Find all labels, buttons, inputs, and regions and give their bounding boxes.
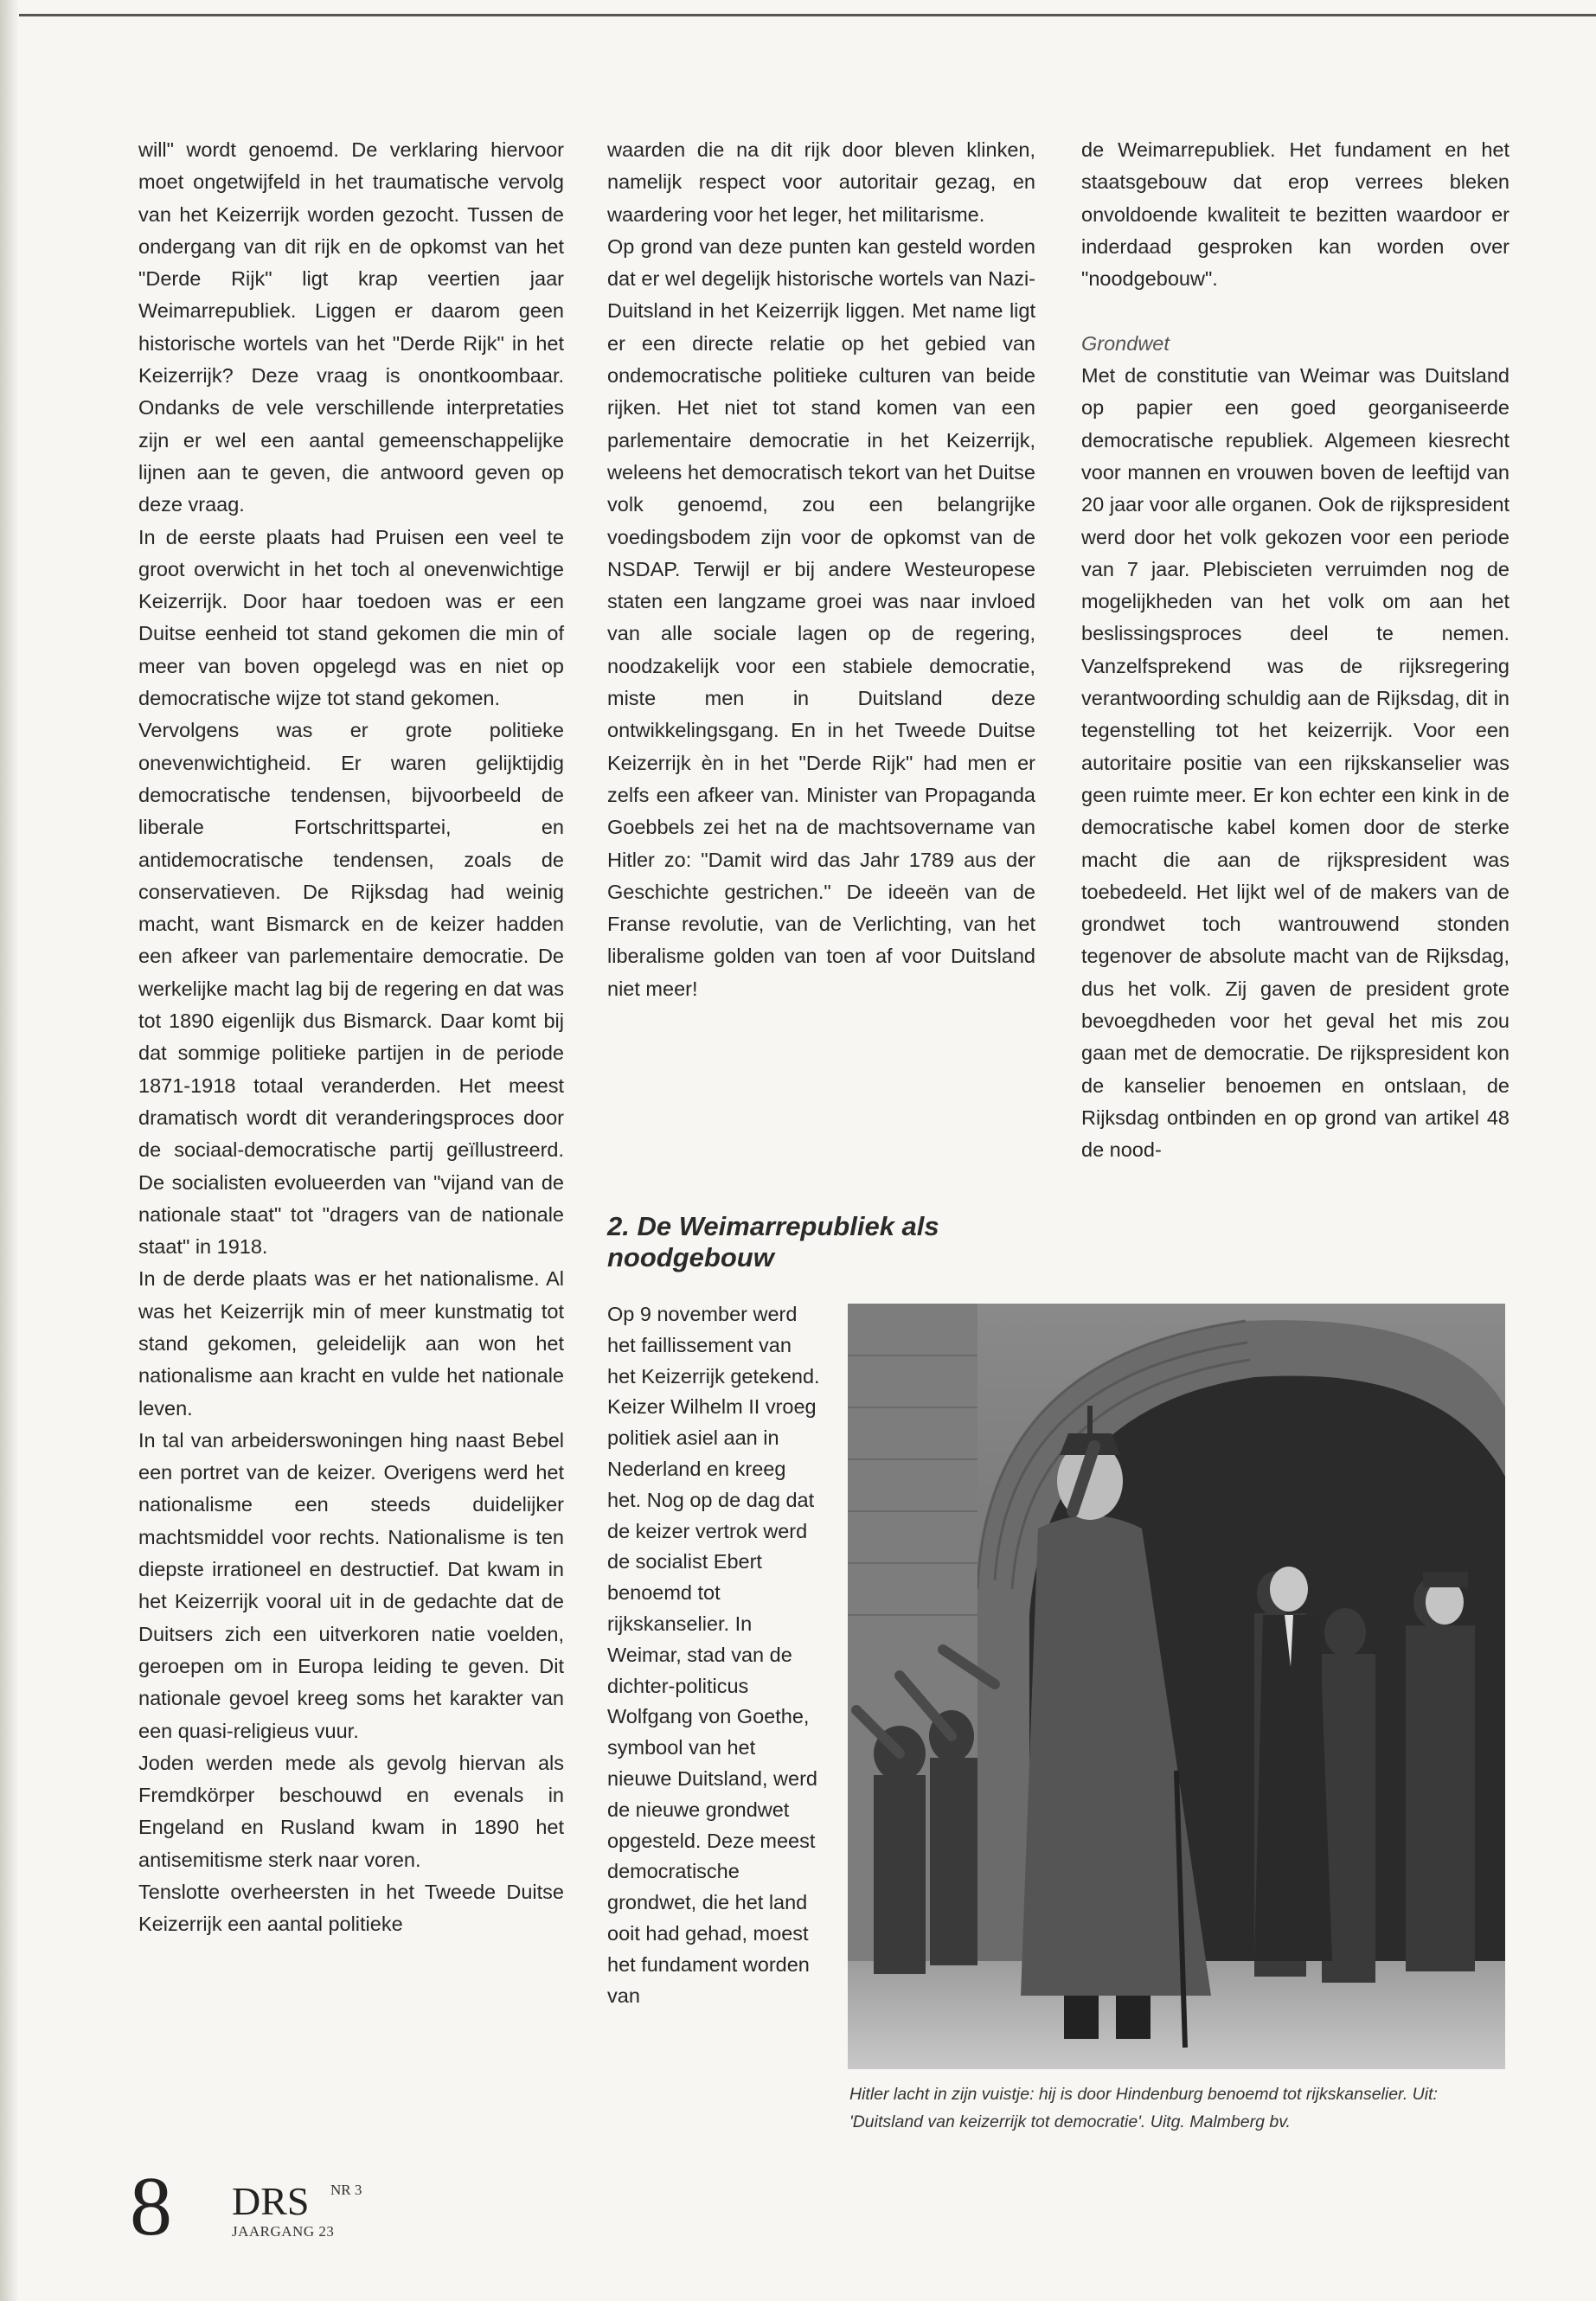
col2-paragraph-1: waarden die na dit rijk door bleven klinken, namelijk respect voor autoritair gezag, en waardering voor het leger, het militarisme. (607, 138, 1035, 226)
column-3 (1081, 134, 1509, 1167)
col1-paragraph-1: will" wordt genoemd. De verklaring hiervoor moet ongetwijfeld in het traumatische vervolg van het Keizerrijk worden gezocht. Tussen de ondergang van dit rijk en de opkomst van het "Derde Rijk" ligt krap veertien jaar Weimarrepubliek. Liggen er daarom geen historische wortels van het "Derde Rijk" in het Keizerrijk? Deze vraag is onontkoombaar. Ondanks de vele verschillende interpretaties zijn er wel een aantal gemeenschappelijke lijnen aan te geven, die antwoord geven op deze vraag. (138, 138, 564, 516)
col1-paragraph-3: Vervolgens was er grote politieke onevenwichtigheid. Er waren gelijktijdig democratische tendensen, bijvoorbeeld de liberale Fortschrittspartei, en antidemocratische tendensen, zoals de conservatieven. De Rijksdag had weinig macht, want Bismarck en de keizer hadden een afkeer van parlementaire democratie. De werkelijke macht lag bij de regering en dat was tot 1890 eigenlijk dus Bismarck. Daar komt bij dat sommige politieke partijen in de periode 1871-1918 totaal veranderden. Het meest dramatisch wordt dit veranderingsproces door de sociaal-democratische partij geïllustreerd. De socialisten evolueerden van "vijand van de nationale staat" tot "dragers van de nationale staat" in 1918. (138, 719, 564, 1259)
volume-label: JAARGANG 23 (232, 2223, 335, 2240)
magazine-logo: DRS (232, 2179, 310, 2223)
column-2 (607, 134, 1035, 1005)
col1-paragraph-7: Tenslotte overheersten in het Tweede Duitse Keizerrijk een aantal politieke (138, 1881, 564, 1936)
col1-paragraph-5: In tal van arbeiderswoningen hing naast Bebel een portret van de keizer. Overigens werd het nationalisme een steeds duidelijker machtsmiddel voor rechts. Nationalisme is ten diepste irrationeel en destructief. Dat kwam in het Keizerrijk vooral uit in de gedachte dat de Duitsers zich een uitverkoren natie voelden, geroepen om in Europa leiding te geven. Dit nationale gevoel kreeg soms het karakter van een quasi-religieus vuur. (138, 1428, 564, 1742)
col3-subheading: Grondwet (1081, 331, 1170, 355)
section-heading: 2. De Weimarrepubliek als noodgebouw (607, 1211, 939, 1272)
col2-section-paragraph: Op 9 november werd het faillissement van het Keizerrijk getekend. Keizer Wilhelm II vroeg politiek asiel aan in Nederland en kreeg het. Nog op de dag dat de keizer vertrok werd de socialist Ebert benoemd tot rijkskanselier. In Weimar, stad van de dichter-politicus Wolfgang von Goethe, symbool van het nieuwe Duitsland, werd de nieuwe grondwet opgesteld. Deze meest democratische grondwet, die het land ooit had gehad, moest het fundament worden van (607, 1303, 820, 2007)
column-2-section-text (607, 1299, 825, 2011)
historical-photo (848, 1304, 1505, 2069)
col3-body: Met de constitutie van Weimar was Duitsland op papier een goed georganiseerde democratische republiek. Algemeen kiesrecht voor mannen en vrouwen boven de leeftijd van 20 jaar voor alle organen. Ook de rijkspresident werd door het volk gekozen voor een periode van 7 jaar. Plebiscieten verruimden nog de mogelijkheden van het volk om aan het beslissingsproces deel te nemen. Vanzelfsprekend was de rijksregering verantwoording schuldig aan de Rijksdag, dit in tegenstelling tot het keizerrijk. Voor een autoritaire positie van een rijkskanselier was geen ruimte meer. Er kon echter een kink in de democratische kabel komen door de sterke macht die aan de rijkspresident was toebedeeld. Het lijkt wel of de makers van de grondwet toch wantrouwend stonden tegenover de absolute macht van de Rijksdag, dus het volk. Zij gaven de president grote bevoegdheden voor het geval het mis zou gaan met de democratie. De rijkspresident kon de kanselier benoemen en ontslaan, de Rijksdag ontbinden en op grond van artikel 48 de nood- (1081, 364, 1509, 1162)
col2-paragraph-2: Op grond van deze punten kan gesteld worden dat er wel degelijk historische wortels van Nazi-Duitsland in het Keizerrijk liggen. Met name ligt er een directe relatie op het gebied van ondemocratische politieke culturen van beide rijken. Het niet tot stand komen van een parlementaire democratie in het Keizerrijk, weleens het democratisch tekort van het Duitse volk genoemd, zou een belangrijke voedingsbodem zijn voor de opkomst van de NSDAP. Terwijl er bij andere Westeuropese staten een langzame groei was naar invloed van alle sociale lagen op de regering, noodzakelijk voor een stabiele democratie, miste men in Duitsland deze ontwikkelingsgang. En in het Tweede Duitse Keizerrijk èn in het "Derde Rijk" had men er zelfs een afkeer van. Minister van Propaganda Goebbels zei het na de machtsovername van Hitler zo: "Damit wird das Jahr 1789 aus der Geschichte gestrichen." De ideeën van de Franse revolutie, van de Verlichting, van het liberalisme golden van toen af voor Duitsland niet meer! (607, 234, 1035, 1000)
photo-caption: Hitler lacht in zijn vuistje: hij is door Hindenburg benoemd tot rijkskanselier. Uit: 'Duitsland van keizerrijk tot democratie'. Uitg. Malmberg bv. (849, 2085, 1438, 2131)
col1-paragraph-2: In de eerste plaats had Pruisen een veel te groot overwicht in het toch al onevenwichtige Keizerrijk. Door haar toedoen was er een Duitse eenheid tot stand gekomen die min of meer van boven opgelegd was en niet op democratische wijze tot stand gekomen. (138, 525, 564, 710)
column-1 (138, 134, 564, 1941)
issue-number: NR 3 (330, 2182, 362, 2198)
photo-illustration (848, 1304, 1505, 2069)
col1-paragraph-6: Joden werden mede als gevolg hiervan als Fremdkörper beschouwd en evenals in Engeland en Rusland kwam in 1890 het antisemitisme sterk naar voren. (138, 1751, 564, 1871)
col3-intro: de Weimarrepubliek. Het fundament en het staatsgebouw dat erop verrees bleken onvoldoende kwaliteit te bezitten waardoor er inderdaad gesproken kan worden over "noodgebouw". (1081, 138, 1509, 291)
top-rule (0, 14, 1596, 16)
col1-paragraph-4: In de derde plaats was er het nationalisme. Al was het Keizerrijk min of meer kunstmatig tot stand gekomen, geleidelijk aan won het nationalisme aan kracht en vulde het nationale leven. (138, 1267, 564, 1420)
col3-spacer (1081, 295, 1509, 327)
page-edge-shadow (0, 0, 19, 2301)
page-number: 8 (130, 2160, 172, 2253)
